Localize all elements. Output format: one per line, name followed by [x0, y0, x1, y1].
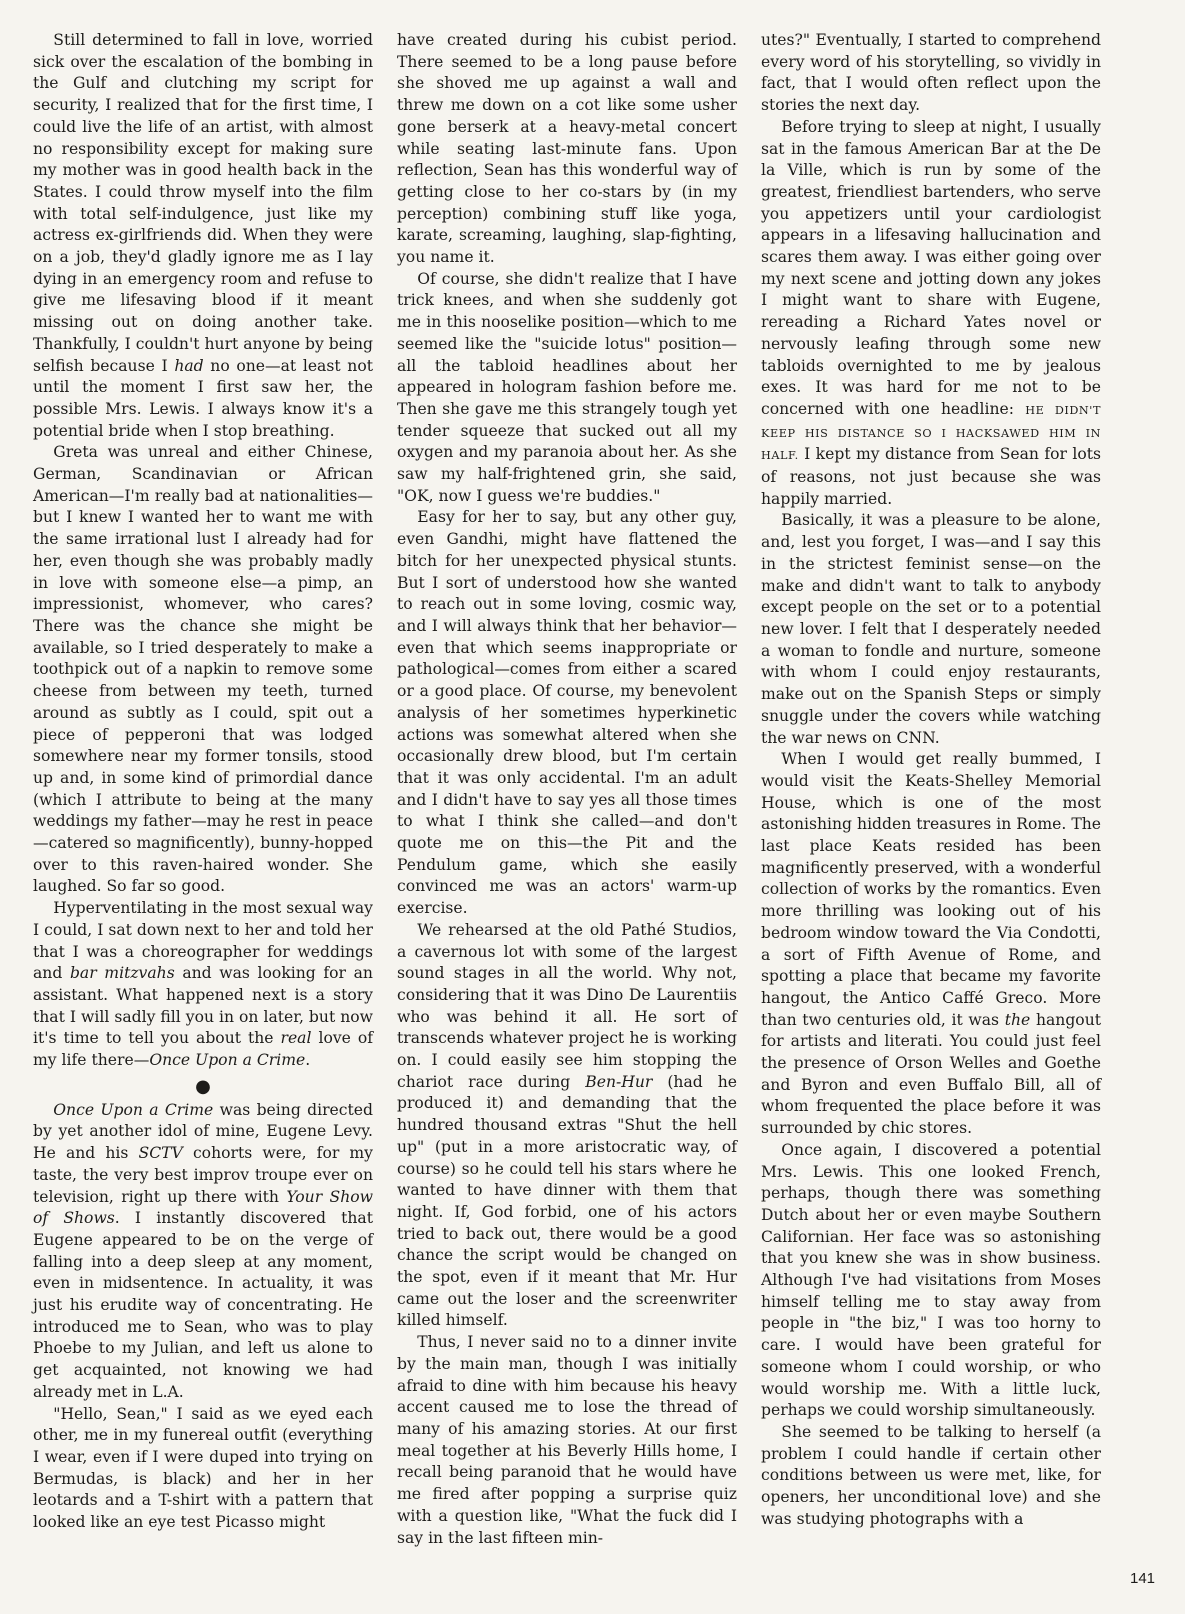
paragraph: Hyperventilating in the most sexual way I could, I sat down next to her and told her that I was a choreographer for weddings and bar mitzvahs and was looking for an assistant. What happened next is a story that I will sadly fill you in on later, but now it's time to tell you about the real love of my life there—Once Upon a Crime.	[33, 899, 373, 1070]
paragraph: We rehearsed at the old Pathé Studios, a cavernous lot with some of the largest sound stages in all the world. Why not, considering that it was Dino De Laurentiis who was behind it all. He sort of transcends whatever project he is working on. I could easily see him stopping the chariot race during Ben-Hur (had he produced it) and demanding that the hundred thousand extras "Shut the hell up" (put in a more aristocratic way, of course) so he could tell his stars where he wanted to have dinner with them that night. If, God forbid, one of his actors tried to back out, there would be a good chance the script would be changed on the spot, even if it meant that Mr. Hur came out the loser and the screenwriter killed himself.	[397, 920, 737, 1330]
paragraph: Basically, it was a pleasure to be alone, and, lest you forget, I was—and I say this in the strictest feminist sense—on the make and didn't want to talk to anybody except people on the set or to a potential new lover. I felt that I desperately needed a woman to fondle and nurture, someone with whom I could enjoy restaurants, make out on the Spanish Steps or simply snuggle under the covers while watching the war news on CNN.	[761, 511, 1101, 747]
paragraph: Of course, she didn't realize that I have trick knees, and when she suddenly got me in this nooselike position—which to me seemed like the "suicide lotus" position—all the tabloid headlines about her appeared in hologram fashion before me. Then she gave me this strangely tough yet tender squeeze that sucked out all my oxygen and my paranoia about her. As she saw my half-frightened grin, she said, "OK, now I guess we're buddies."	[397, 269, 737, 505]
headline-quote: HE DIDN'T KEEP HIS DISTANCE SO I HACKSAWED HIM IN HALF.	[761, 403, 1101, 463]
paragraph: Easy for her to say, but any other guy, even Gandhi, might have flattened the bitch for her unexpected physical stunts. But I sort of understood how she wanted to reach out in some loving, cosmic way, and I will always think that her behavior—even that which seems inappropriate or pathological—comes from either a scared or a good place. Of course, my benevolent analysis of her sometimes hyperkinetic actions was somewhat altered when she occasionally drew blood, but I'm certain that it was only accidental. I'm an adult and I didn't have to say yes all those times to what I think she called—and don't quote me on this—the Pit and the Pendulum game, which she easily convinced me was an actors' warm-up exercise.	[397, 508, 737, 918]
section-separator: ●	[195, 1075, 211, 1097]
text-column-2	[397, 30, 737, 1549]
paragraph: Thus, I never said no to a dinner invite by the main man, though I was initially afraid to dine with him because his heavy accent caused me to lose the thread of many of his amazing stories. At our first meal together at his Beverly Hills home, I recall being paranoid that he would have me fired after popping a surprise quiz with a question like, "What the fuck did I say in the last fifteen min-	[397, 1333, 737, 1547]
paragraph: Before trying to sleep at night, I usually sat in the famous American Bar at the De la Ville, which is run by some of the greatest, friendliest bartenders, who serve you appetizers until your cardiologist appears in a lifesaving hallucination and scares them away. I was either going over my next scene and jotting down any jokes I might want to share with Eugene, rereading a Richard Yates novel or nervously leafing through some new tabloids overnighted to me by jealous exes. It was hard for me not to be concerned with one headline: HE DIDN'T KEEP HIS DISTANCE SO I HACKSAWED HIM IN HALF. I kept my distance from Sean for lots of reasons, not just because she was happily married.	[761, 117, 1101, 508]
paragraph: Once Upon a Crime was being directed by yet another idol of mine, Eugene Levy. He and his SCTV cohorts were, for my taste, the very best improv troupe ever on television, right up there with Your Show of Shows. I instantly discovered that Eugene appeared to be on the verge of falling into a deep sleep at any moment, even in midsentence. In actuality, it was just his erudite way of concentrating. He introduced me to Sean, who was to play Phoebe to my Julian, and left us alone to get acquainted, not knowing we had already met in L.A.	[33, 1100, 373, 1401]
paragraph: Still determined to fall in love, worried sick over the escalation of the bombing in the Gulf and clutching my script for security, I realized that for the first time, I could live the life of an artist, with almost no responsibility except for making sure my mother was in good health back in the States. I could throw myself into the film with total self-indulgence, just like my actress ex-girlfriends did. When they were on a job, they'd gladly ignore me as I lay dying in an emergency room and refuse to give me lifesaving blood if it meant missing out on doing another take. Thankfully, I couldn't hurt anyone by being selfish because I had no one—at least not until the moment I first saw her, the possible Mrs. Lewis. I always know it's a potential bride when I stop breathing.	[33, 31, 373, 440]
page-number: 141	[1130, 1570, 1156, 1587]
paragraph: She seemed to be talking to herself (a problem I could handle if certain other conditions between us were met, like, for openers, her unconditional love) and she was studying photographs with a	[761, 1423, 1101, 1528]
text-column-1	[33, 30, 373, 1534]
paragraph: Greta was unreal and either Chinese, German, Scandinavian or African American—I'm really bad at nationalities—but I knew I wanted her to want me with the same irrational lust I already had for her, even though she was probably madly in love with someone else—a pimp, an impressionist, whomever, who cares? There was the chance she might be available, so I tried desperately to make a toothpick out of a napkin to remove some cheese from between my teeth, turned around as subtly as I could, spit out a piece of pepperoni that was lodged somewhere near my former tonsils, stood up and, in some kind of primordial dance (which I attribute to being at the many weddings my father—may he rest in peace—catered so magnificently), bunny-hopped over to this raven-haired wonder. She laughed. So far so good.	[33, 443, 373, 896]
paragraph: have created during his cubist period. There seemed to be a long pause before she shoved me up against a wall and threw me down on a cot like some usher gone berserk at a heavy-metal concert while seating last-minute fans. Upon reflection, Sean has this wonderful way of getting close to her co-stars by (in my perception) combining stuff like yoga, karate, screaming, laughing, slap-fighting, you name it.	[397, 31, 737, 267]
paragraph: "Hello, Sean," I said as we eyed each other, me in my funereal outfit (everything I wear, even if I were duped into trying on Bermudas, is black) and her in her leotards and a T-shirt with a pattern that looked like an eye test Picasso might	[33, 1404, 373, 1532]
paragraph: utes?" Eventually, I started to comprehend every word of his storytelling, so vividly in fact, that I would often reflect upon the stories the next day.	[761, 31, 1101, 115]
paragraph: Once again, I discovered a potential Mrs. Lewis. This one looked French, perhaps, though there was something Dutch about her or even maybe Southern Californian. Her face was so astonishing that you knew she was in show business. Although I've had visitations from Moses himself telling me to stay away from people in "the biz," I was too horny to care. I would have been grateful for someone whom I could worship, or who would worship me. With a little luck, perhaps we could worship simultaneously.	[761, 1140, 1101, 1420]
paragraph: When I would get really bummed, I would visit the Keats-Shelley Memorial House, which is one of the most astonishing hidden treasures in Rome. The last place Keats resided has been magnificently preserved, with a wonderful collection of works by the romantics. Even more thrilling was looking out of his bedroom window toward the Via Condotti, a sort of Fifth Avenue of Rome, and spotting a place that became my favorite hangout, the Antico Caffé Greco. More than two centuries old, it was the hangout for artists and literati. You could just feel the presence of Orson Welles and Goethe and Byron and even Buffalo Bill, all of whom frequented the place before it was surrounded by chic stores.	[761, 750, 1102, 1138]
text-column-3	[761, 30, 1101, 1531]
